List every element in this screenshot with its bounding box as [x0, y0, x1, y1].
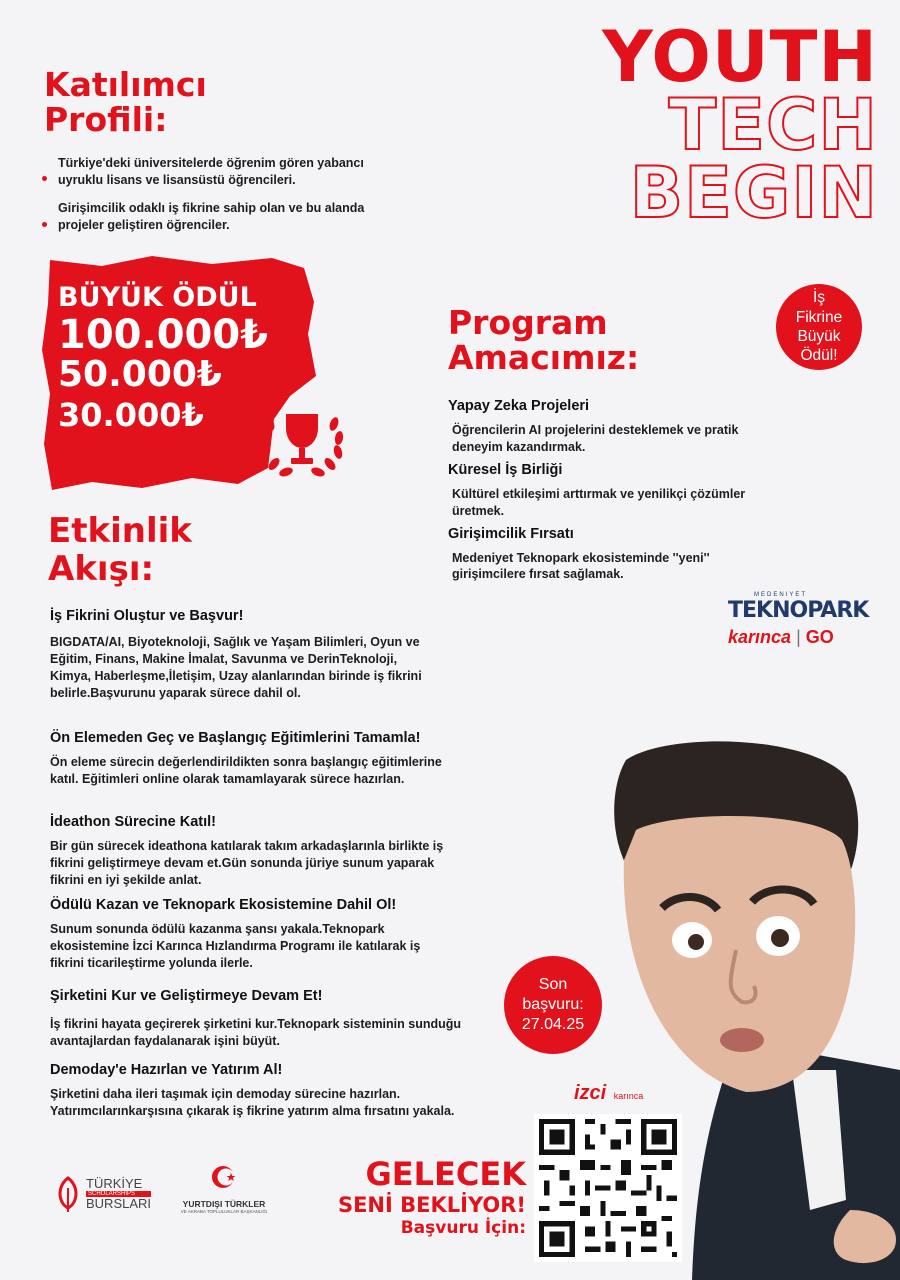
flow-step-title: İş Fikrini Oluştur ve Başvur!: [50, 608, 244, 624]
award-badge-line: İş: [812, 289, 826, 307]
program-heading-line1: Program: [448, 303, 608, 342]
karinca-wordmark: karınca: [728, 627, 792, 647]
flow-heading-line2: Akışı:: [48, 549, 155, 590]
program-item-text: Öğrencilerin AI projelerini desteklemek ve pratik deneyim kazandırmak.: [452, 423, 739, 454]
participant-bullet-1: Türkiye'deki üniversitelerde öğrenim gören yabancı uyruklu lisans ve lisansüstü öğrencileri.: [58, 156, 364, 187]
flow-step-text: Şirketini daha ileri taşımak için demoday sürecine hazırlan. Yatırımcılarınkarşısına çıkarak iş fikrine yatırım alma fırsatını yakala.: [50, 1087, 455, 1118]
prize-label: BÜYÜK ÖDÜL: [58, 282, 257, 313]
bullet-dot: [42, 176, 47, 181]
deadline-label: Son: [538, 976, 568, 993]
flow-step-1: [50, 608, 450, 702]
flow-step-title: Demoday'e Hazırlan ve Yatırım Al!: [50, 1062, 283, 1078]
ytb-sub-label: VE AKRABA TOPLULUKLAR BAŞKANLIĞI: [180, 1209, 268, 1214]
cta-line-3: Başvuru İçin:: [400, 1217, 526, 1238]
flow-step-text: İş fikrini hayata geçirerek şirketini kur.Teknopark sisteminin sunduğu avantajlardan faydalanarak işini büyüt.: [50, 1017, 462, 1048]
flow-step-6: [50, 1062, 510, 1120]
program-heading-line2: Amacımız:: [448, 337, 640, 377]
karinca-go-logo: [728, 627, 876, 648]
logo-divider: |: [796, 627, 801, 647]
title-line-begin: BEGIN: [629, 152, 878, 234]
prize-amount-1: 100.000₺: [58, 312, 269, 358]
program-item-title: Girişimcilik Fırsatı: [448, 525, 574, 542]
ytb-logo: [172, 1162, 276, 1214]
title-line-youth: YOUTH: [602, 16, 878, 98]
program-item-title: Yapay Zeka Projeleri: [448, 398, 590, 414]
turkiye-burslari-logo: [54, 1174, 151, 1214]
flow-step-text: Sunum sonunda ödülü kazanma şansı yakala.Teknopark ekosistemine İzci Karınca Hızlandırma Programı ile katılarak iş fikrini ticarileştirme yolunda ilerle.: [50, 922, 421, 970]
participant-heading-line1: Katılımcı: [44, 65, 207, 104]
flow-step-text: Bir gün sürecek ideathona katılarak takım arkadaşlarınla birlikte iş fikrini geliştirmeye devam et.Gün sonunda jüriye sunum yaparak fikrini en iyi şekilde anlat.: [50, 839, 444, 887]
award-badge: [776, 284, 862, 370]
title-line-tech: TECH: [668, 84, 878, 166]
participant-heading-line2: Profili:: [44, 99, 168, 139]
tulip-icon: [54, 1174, 82, 1214]
izci-wordmark: izci: [574, 1082, 607, 1104]
crescent-star-icon: [209, 1162, 239, 1192]
qr-code-icon: [534, 1114, 682, 1262]
prize-amount-2: 50.000₺: [58, 354, 222, 395]
program-item-text: Medeniyet Teknopark ekosisteminde ''yeni'' girişimcilere fırsat sağlamak.: [452, 550, 710, 582]
bullet-dot: [42, 222, 47, 227]
flow-step-2: [50, 730, 540, 788]
flow-heading-line1: Etkinlik: [48, 511, 192, 551]
program-item-title: Küresel İş Birliği: [448, 461, 563, 478]
flow-step-title: Ödülü Kazan ve Teknopark Ekosistemine Dahil Ol!: [50, 897, 397, 913]
flow-step-text: Ön eleme sürecin değerlendirildikten sonra başlangıç eğitimlerine katıl. Eğitimleri online olarak tamamlayarak sürece hazırlan.: [50, 755, 442, 786]
deadline-label-2: başvuru:: [522, 996, 584, 1013]
flow-step-3: [50, 814, 470, 889]
flow-step-title: Ön Elemeden Geç ve Başlangıç Eğitimlerini Tamamla!: [50, 730, 421, 746]
event-title: [578, 16, 878, 234]
ytb-label: YURTDIŞI TÜRKLER: [182, 1199, 266, 1209]
cta-block: [282, 1155, 526, 1238]
go-wordmark: GO: [805, 627, 834, 647]
trophy-laurel-icon: [256, 404, 348, 482]
teknopark-small-label: MEDENIYET: [754, 592, 808, 598]
flow-step-5: [50, 988, 510, 1050]
award-badge-line: Fikrine: [795, 308, 843, 326]
cta-line-1: GELECEK: [365, 1155, 526, 1193]
scholarships-label: SCHOLARSHIPS: [86, 1191, 151, 1197]
program-item-text: Kültürel etkileşimi arttırmak ve yenilikçi çözümler üretmek.: [452, 486, 746, 518]
izci-karinca-logo: [574, 1082, 643, 1105]
award-badge-line: Ödül!: [800, 347, 838, 365]
burslari-label: BURSLARI: [86, 1196, 152, 1212]
deadline-badge: [504, 956, 602, 1054]
turkiye-label: TÜRKİYE: [86, 1176, 143, 1192]
flow-heading: [48, 512, 192, 588]
izci-sub-wordmark: karınca: [613, 1091, 644, 1101]
program-heading: [448, 303, 640, 377]
participant-heading: [44, 65, 207, 139]
flow-step-4: [50, 897, 510, 972]
prize-amount-3: 30.000₺: [58, 396, 204, 434]
flow-step-title: İdeathon Sürecine Katıl!: [50, 814, 216, 830]
flow-step-text: BIGDATA/AI, Biyoteknoloji, Sağlık ve Yaşam Bilimleri, Oyun ve Eğitim, Finans, Makine İmalat, Savunma ve DerinTeknoloji, Kimya, Haberleşme,İletişim, Uzay alanlarından birinde iş fikrini belirle.Başvurunu yaparak sürece dahil ol.: [50, 635, 422, 700]
award-badge-line: Büyük: [797, 328, 841, 345]
teknopark-logo: [728, 592, 876, 648]
participant-bullet-2: Girişimcilik odaklı iş fikrine sahip olan ve bu alanda projeler geliştiren öğrenciler.: [58, 201, 365, 232]
flow-step-title: Şirketini Kur ve Geliştirmeye Devam Et!: [50, 988, 323, 1004]
teknopark-wordmark: TEKNOPARK: [728, 598, 869, 623]
qr-code[interactable]: [534, 1114, 682, 1262]
cta-line-2: SENİ BEKLİYOR!: [337, 1192, 526, 1217]
program-list: [448, 398, 778, 583]
deadline-date: 27.04.25: [521, 1016, 585, 1033]
